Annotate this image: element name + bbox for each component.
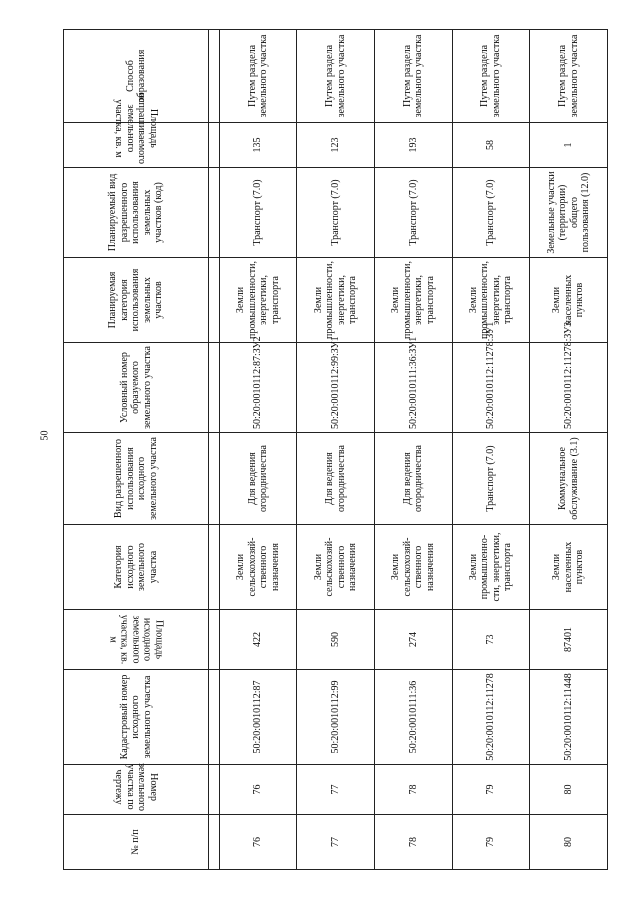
table-cell: 87401 [530, 610, 608, 670]
header-cell: Планируемая категория использования земельных участков [64, 258, 209, 343]
header-cell: Кадастровый номер исходного земельного участка [64, 670, 209, 765]
table-cell: 50:20:0010112:11278:ЗУ3 [530, 343, 608, 433]
header-cell: Способ образования [64, 30, 209, 123]
table-cell: Путем раздела земельного участка [297, 30, 375, 123]
table-cell: Для ведения огородничества [375, 433, 453, 525]
header-cell: Площадь исходного земельного участка, кв. м [64, 610, 209, 670]
table-cell: Земли сельскохозяй-ственного назначения [375, 525, 453, 610]
header-cell: Условный номер образуемого земельного участка [64, 343, 209, 433]
header-cell: Номер земельного участка по чертежу [64, 765, 209, 815]
table-cell: 193 [375, 123, 453, 168]
rotated-table-wrapper [63, 30, 608, 870]
table-cell: 76 [219, 815, 297, 870]
table-cell: Земельные участки (территории) общего пользования (12.0) [530, 168, 608, 258]
table-cell: Земли промышленности, энергетики, транспорта [452, 258, 530, 343]
table-cell: 50:20:0010112:87:ЗУ2 [219, 343, 297, 433]
table-cell: 50:20:0010111:36:ЗУ1 [375, 343, 453, 433]
table-cell: 78 [375, 765, 453, 815]
table-cell: Земли населенных пунктов [530, 258, 608, 343]
table-cell: 135 [219, 123, 297, 168]
table-cell: 50:20:0010111:36 [375, 670, 453, 765]
table-row [530, 30, 608, 870]
table-cell: 50:20:0010112:99:ЗУ1 [297, 343, 375, 433]
table-cell: 76 [219, 765, 297, 815]
table-cell: 123 [297, 123, 375, 168]
table-cell: Земли промышленно-сти, энергетики, транспорта [452, 525, 530, 610]
table-cell: Путем раздела земельного участка [375, 30, 453, 123]
header-cell: Категория исходного земельного участка [64, 525, 209, 610]
table-cell: 590 [297, 610, 375, 670]
table-cell: Транспорт (7.0) [452, 433, 530, 525]
table-cell: 58 [452, 123, 530, 168]
table-cell: 1 [530, 123, 608, 168]
table-cell: 50:20:0010112:11278 [452, 670, 530, 765]
table-cell: Земли населенных пунктов [530, 525, 608, 610]
land-plots-table [63, 29, 608, 870]
table-cell: 79 [452, 765, 530, 815]
table-cell: 77 [297, 815, 375, 870]
table-row [452, 30, 530, 870]
table-cell: 77 [297, 765, 375, 815]
table-cell: Земли промышленности, энергетики, транспорта [375, 258, 453, 343]
table-cell: 50:20:0010112:11448 [530, 670, 608, 765]
header-cell: Планируемый вид разрешенного использования земельных участков (код) [64, 168, 209, 258]
table-row [297, 30, 375, 870]
table-cell: Транспорт (7.0) [375, 168, 453, 258]
table-cell: Транспорт (7.0) [219, 168, 297, 258]
table-cell: Для ведения огородничества [297, 433, 375, 525]
table-cell: 50:20:0010112:99 [297, 670, 375, 765]
table-cell: 50:20:0010112:87 [219, 670, 297, 765]
table-cell: Путем раздела земельного участка [530, 30, 608, 123]
table-cell: Земли сельскохозяй-ственного назначения [297, 525, 375, 610]
page-number: 50 [39, 430, 51, 441]
table-cell: Путем раздела земельного участка [452, 30, 530, 123]
table-cell: Земли промышленности, энергетики, транспорта [297, 258, 375, 343]
table-cell: 79 [452, 815, 530, 870]
table-cell: 78 [375, 815, 453, 870]
table-cell: Земли промышленности, энергетики, транспорта [219, 258, 297, 343]
table-cell: 80 [530, 765, 608, 815]
table-cell: Земли сельскохозяй-ственного назначения [219, 525, 297, 610]
table-cell: 274 [375, 610, 453, 670]
table-row [219, 30, 297, 870]
header-cell: Площадь испрашиваемого земельного участка, кв. м [64, 123, 209, 168]
table-cell: 80 [530, 815, 608, 870]
header-cell: № п/п [64, 815, 209, 870]
table-cell: Транспорт (7.0) [452, 168, 530, 258]
spacer-row [209, 30, 220, 870]
table-cell: 422 [219, 610, 297, 670]
header-cell: Вид разрешенного использования исходного земельного участка [64, 433, 209, 525]
table-cell: Для ведения огородничества [219, 433, 297, 525]
table-cell: 50:20:0010112:11278:ЗУ1 [452, 343, 530, 433]
table-header-row [64, 30, 209, 870]
table-cell: Коммунальное обслуживание (3.1) [530, 433, 608, 525]
table-cell: Транспорт (7.0) [297, 168, 375, 258]
table-cell: Путем раздела земельного участка [219, 30, 297, 123]
table-row [375, 30, 453, 870]
table-cell: 73 [452, 610, 530, 670]
